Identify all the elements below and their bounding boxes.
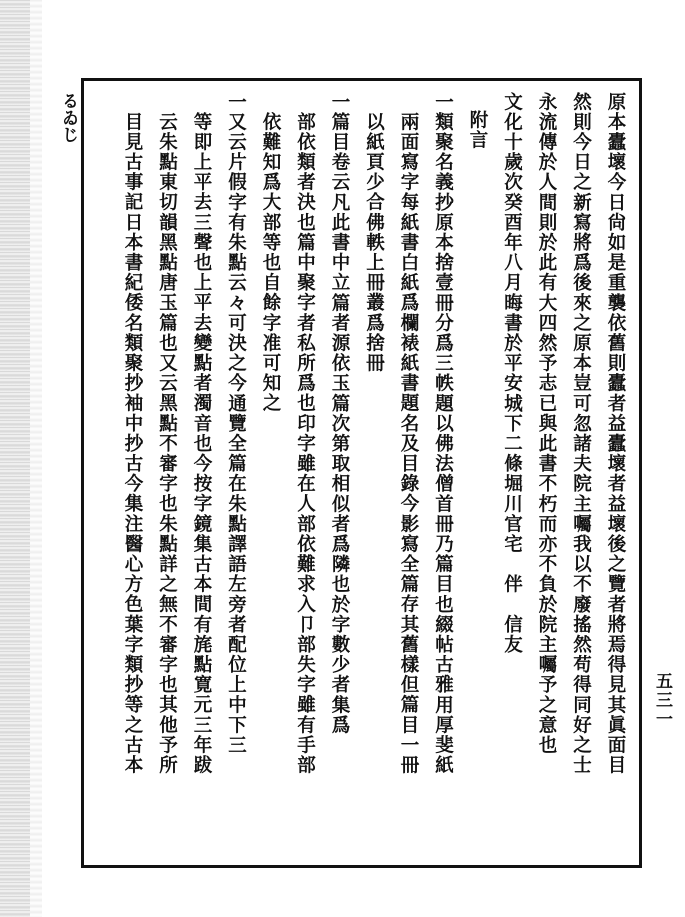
text-column: 原本蠹壞今日尙如是重襲依舊則蠹者益蠹壞者益壞後之覽者將焉得見其眞面目 [605, 92, 626, 776]
page-number: 五三一 [652, 672, 672, 729]
text-column: 依難知爲大部等也自餘字准可知之 [260, 112, 281, 414]
text-column: 一又云片假字有朱點云々可決之今通覽全篇在朱點譯語左旁者配位上中下三 [225, 92, 247, 756]
text-column: 然則今日之新寫將爲後來之原本豈可忽諸夫院主囑我以不廢搖然苟得同好之士 [570, 92, 592, 776]
text-block [92, 92, 632, 860]
appendix-heading: 附言 [467, 110, 488, 151]
text-column: 目見古事記日本書紀倭名類聚抄袖中抄古今集注醫心方色葉字類抄等之古本 [122, 112, 143, 776]
text-column: 云朱點東切韻黑點唐玉篇也又云黑點不審字也朱點詳之無不審字也其他予所 [156, 112, 178, 776]
text-column: 部依類者決也篇中聚字者私所爲也印字雖在人部依難求入卩部失字雖有手部 [294, 112, 316, 776]
scan-edge-shadow [30, 0, 42, 917]
text-column: 兩面寫字每紙書白紙爲欄裱紙書題名及目錄今影寫全篇存其舊樣但篇目一冊 [398, 112, 419, 776]
text-column: 一篇目卷云凡此書中立篇者源依玉篇次第取相似者爲隣也於字數少者集爲 [329, 92, 350, 736]
side-label: るゐじ [58, 92, 78, 143]
scan-edge [0, 0, 30, 917]
signature-column: 文化十歲次癸酉年八月晦書於平安城下二條堀川官宅 伴 信友 [501, 92, 523, 655]
text-column: 以紙頁少合佛軼上冊叢爲捨冊 [363, 112, 385, 374]
text-column: 等即上平去三聲也上平去變點者濁音也今按字鏡集古本間有旄點寛元三年跋 [191, 112, 212, 776]
text-column: 永流傳於人間則於此有大四然予志已與此書不朽而亦不負於院主囑予之意也 [536, 92, 557, 756]
text-column: 一類聚名義抄原本捨壹冊分爲三帙題以佛法僧首冊乃篇目也綴帖古雅用厚斐紙 [432, 92, 454, 776]
